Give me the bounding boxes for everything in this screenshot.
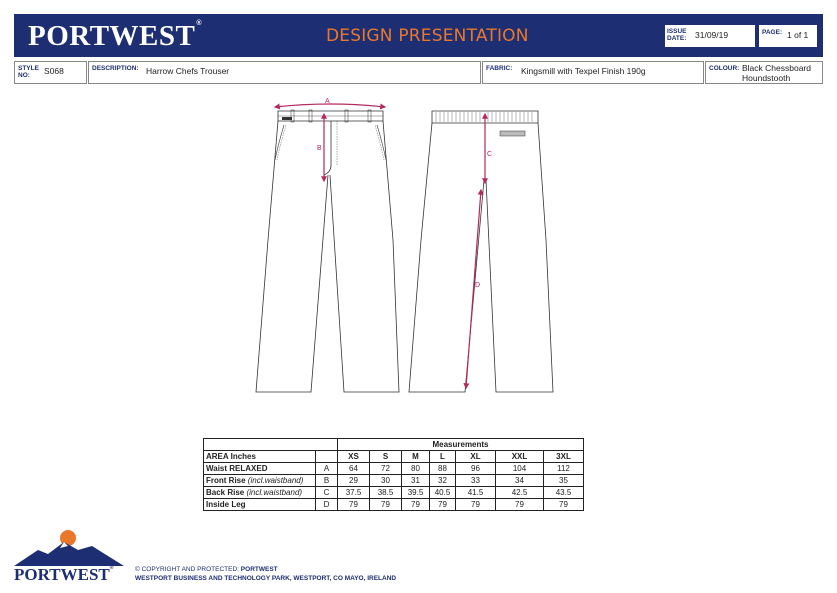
table-cell: 79 xyxy=(544,499,584,511)
table-cell: 37.5 xyxy=(338,487,370,499)
page-label: PAGE: xyxy=(762,29,783,36)
front-view xyxy=(256,110,399,392)
table-cell: 41.5 xyxy=(456,487,496,499)
copyright-text: © COPYRIGHT AND PROTECTED: PORTWEST WESTPORT BUSINESS AND TECHNOLOGY PARK, WESTPORT, CO MAYO, IRELAND xyxy=(135,566,397,582)
measure-d-arrow xyxy=(466,190,481,388)
description-label: DESCRIPTION: xyxy=(92,65,139,72)
table-cell: 33 xyxy=(456,475,496,487)
size-header: XL xyxy=(456,451,496,463)
table-cell: 34 xyxy=(496,475,544,487)
style-no-label: STYLE NO: xyxy=(18,65,39,79)
measurements-table xyxy=(203,438,584,511)
size-header: S xyxy=(370,451,402,463)
table-cell: 79 xyxy=(430,499,456,511)
table-cell: 43.5 xyxy=(544,487,584,499)
table-row xyxy=(204,487,584,499)
row-code: D xyxy=(316,499,338,511)
measure-a-arrow xyxy=(275,104,385,107)
table-cell: 38.5 xyxy=(370,487,402,499)
table-cell: 32 xyxy=(430,475,456,487)
row-label: Inside Leg xyxy=(204,499,316,511)
table-cell: 31 xyxy=(402,475,430,487)
colour-value: Black Chessboard Houndstooth xyxy=(742,63,811,83)
row-label: Front Rise (incl.waistband) xyxy=(204,475,316,487)
size-header: M xyxy=(402,451,430,463)
size-header: XXL xyxy=(496,451,544,463)
fabric-value: Kingsmill with Texpel Finish 190g xyxy=(521,66,646,76)
label-c: C xyxy=(487,151,493,158)
style-no-value: S068 xyxy=(44,66,64,76)
table-cell: 79 xyxy=(456,499,496,511)
table-cell: 112 xyxy=(544,463,584,475)
row-label: Back Rise (incl.waistband) xyxy=(204,487,316,499)
table-cell: 39.5 xyxy=(402,487,430,499)
page-value: 1 of 1 xyxy=(787,30,809,40)
description-value: Harrow Chefs Trouser xyxy=(146,66,230,76)
issue-date-value: 31/09/19 xyxy=(695,30,729,40)
table-cell: 29 xyxy=(338,475,370,487)
back-view xyxy=(409,111,553,392)
table-cell: 64 xyxy=(338,463,370,475)
area-header: AREA Inches xyxy=(204,451,316,463)
row-code: C xyxy=(316,487,338,499)
size-header: XS xyxy=(338,451,370,463)
table-cell: 35 xyxy=(544,475,584,487)
mountain-sun-logo-icon xyxy=(14,524,124,566)
label-a: A xyxy=(325,98,330,105)
row-label: Waist RELAXED xyxy=(204,463,316,475)
table-cell: 96 xyxy=(456,463,496,475)
size-header: L xyxy=(430,451,456,463)
table-header-row xyxy=(204,451,584,463)
table-cell: 79 xyxy=(496,499,544,511)
table-cell: 88 xyxy=(430,463,456,475)
table-row xyxy=(204,463,584,475)
table-cell: 40.5 xyxy=(430,487,456,499)
table-cell: 42.5 xyxy=(496,487,544,499)
row-code: A xyxy=(316,463,338,475)
document-title: DESIGN PRESENTATION xyxy=(326,26,529,46)
table-cell: 80 xyxy=(402,463,430,475)
colour-label: COLOUR: xyxy=(709,65,740,72)
table-title-row xyxy=(204,439,584,451)
fabric-label: FABRIC: xyxy=(486,65,513,72)
table-row xyxy=(204,499,584,511)
table-cell: 79 xyxy=(338,499,370,511)
footer-portwest-logo: PORTWEST® xyxy=(14,565,114,584)
issue-label: ISSUE DATE: xyxy=(667,28,687,42)
label-b: B xyxy=(317,145,322,152)
label-d: D xyxy=(475,282,481,289)
portwest-logo: PORTWEST® xyxy=(28,20,203,52)
size-header: 3XL xyxy=(544,451,584,463)
table-row xyxy=(204,475,584,487)
table-cell: 104 xyxy=(496,463,544,475)
table-title: Measurements xyxy=(338,439,584,451)
table-cell: 79 xyxy=(402,499,430,511)
table-cell: 79 xyxy=(370,499,402,511)
table-cell: 30 xyxy=(370,475,402,487)
row-code: B xyxy=(316,475,338,487)
table-cell: 72 xyxy=(370,463,402,475)
